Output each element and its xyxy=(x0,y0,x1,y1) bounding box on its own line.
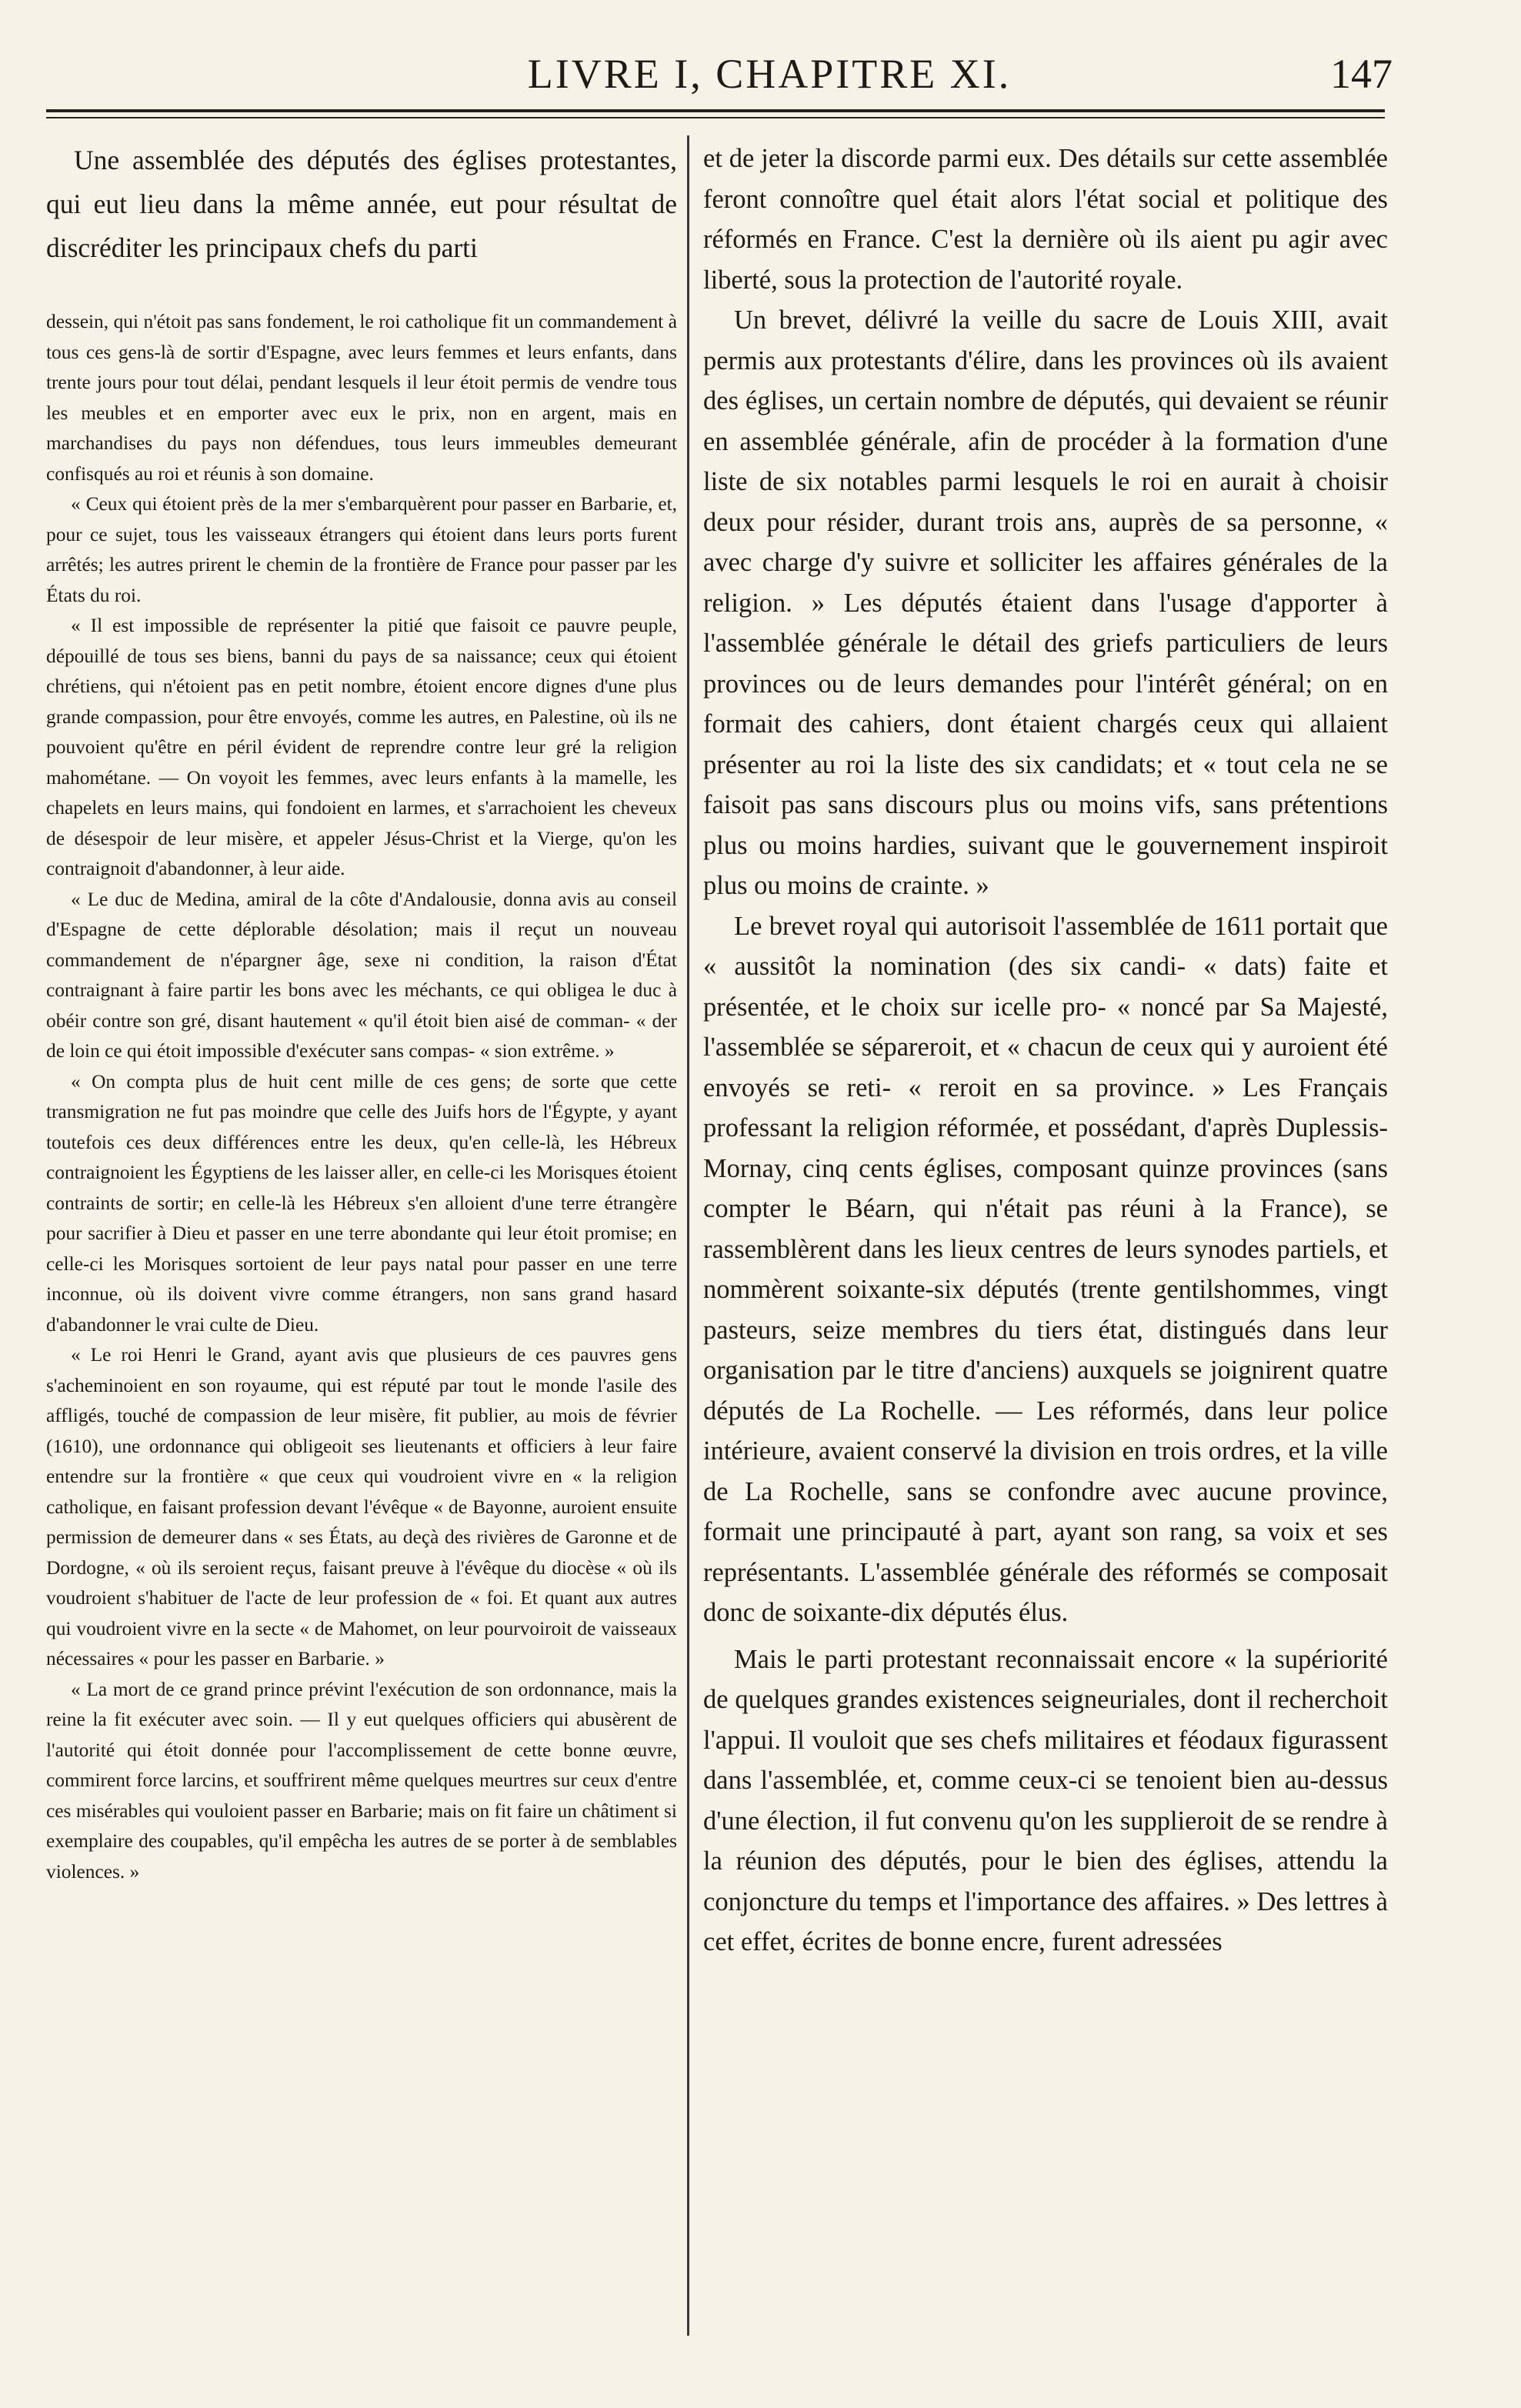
quote-paragraph: « Le duc de Medina, amiral de la côte d'Andalousie, donna avis au conseil d'Espagne de cette déplorable désolation; mais il reçut un nouveau commandement de n'épargner âge, sexe ni condition, la raison d'État contraignant à faire partir les bons avec les méchants, ce qui obligea le duc à obéir contre son gré, disant hautement « qu'il étoit bien aisé de comman- « der de loin ce qui étoit impossible d'exécuter sans compas- « sion extrême. » xyxy=(46,888,677,1062)
page-number: 147 xyxy=(1330,51,1393,97)
quote-paragraph: dessein, qui n'étoit pas sans fondement, le roi catholique fit un commandement à tous ces gens-là de sortir d'Espagne, avec leurs femmes et leurs enfants, dans trente jours pour tout délai, pendant lesquels il leur étoit permis de vendre tous les meubles et en emporter avec eux le prix, non en argent, mais en marchandises du pays non défendues, tous leurs immeubles demeurant confisqués au roi et réunis à son domaine. xyxy=(46,311,677,485)
intro-paragraph: Une assemblée des députés des églises protestantes, qui eut lieu dans la même année, eut pour résultat de discréditer les principaux chefs du parti xyxy=(46,145,677,263)
quote-paragraph: « La mort de ce grand prince prévint l'exécution de son ordonnance, mais la reine la fit exécuter avec soin. — Il y eut quelques officiers qui abusèrent de l'autorité qui étoit donnée pour l'accomplissement de cette bonne œuvre, commirent force larcins, et souffrirent même quelques meurtres sur ceux d'entre ces misérables qui vouloient passer en Barbarie; mais on fit faire un châtiment si exemplaire des coupables, qu'il empêcha les autres de se porter à de semblables violences. » xyxy=(46,1678,677,1883)
quote-paragraph: « Il est impossible de représenter la pitié que faisoit ce pauvre peuple, dépouillé de tous ses biens, banni du pays de sa naissance; ceux qui étoient chrétiens, qui n'étoient pas en petit nombre, étoient encore dignes d'une plus grande compassion, pour être envoyés, comme les autres, en Palestine, où ils ne pouvoient qu'être en péril évident de reprendre contre leur gré la religion mahométane. — On voyoit les femmes, avec leurs enfants à la mamelle, les chapelets en leurs mains, qui fondoient en larmes, et s'arrachoient les cheveux de désespoir de leur misère, et appeler Jésus-Christ et la Vierge, qu'on les contraignoit d'abandonner, à leur aide. xyxy=(46,615,677,879)
column-divider xyxy=(687,135,689,2336)
quote-paragraph: « Ceux qui étoient près de la mer s'embarquèrent pour passer en Barbarie, et, pour ce sujet, tous les vaisseaux étrangers qui étoient dans leurs ports furent arrêtés; les autres prirent le chemin de la frontière de France pour passer par les États du roi. xyxy=(46,493,677,606)
quote-paragraph: « On compta plus de huit cent mille de ces gens; de sorte que cette transmigration ne fut pas moindre que celle des Juifs hors de l'Égypte, y ayant toutefois ces deux différences entre les deux, qu'en celle-là, les Hébreux contraignoient les Égyptiens de les laisser aller, en celle-ci les Morisques étoient contraints de sortir; en celle-là les Hébreux s'en alloient d'une terre étrangère pour sacrifier à Dieu et passer en une terre abondante qui leur étoit promise; en celle-ci les Morisques sortoient de leur pays natal pour passer en une terre inconnue, où ils doivent vivre comme étrangers, non sans grand hasard d'abandonner le vrai culte de Dieu. xyxy=(46,1070,677,1336)
running-head: LIVRE I, CHAPITRE XI. xyxy=(527,51,1012,97)
body-paragraph: Le brevet royal qui autorisoit l'assemblée de 1611 portait que « aussitôt la nomination (des six candi- « dats) faite et présentée, et le choix sur icelle pro- « noncé par Sa Majesté, l'assemblée se sépareroit, et « chacun de ceux qui y auroient été envoyés se reti- « reroit en sa province. » Les Français professant la religion réformée, et possédant, d'après Duplessis-Mornay, cinq cents églises, composant quinze provinces (sans compter le Béarn, qui n'était pas réuni à la France), se rassemblèrent dans les lieux centres de leurs synodes partiels, et nommèrent soixante-six députés (trente gentilshommes, vingt pasteurs, seize membres du tiers état, distingués dans leur organisation par le titre d'anciens) auxquels se joignirent quatre députés de La Rochelle. — Les réformés, dans leur police intérieure, avaient conservé la division en trois ordres, et la ville de La Rochelle, sans se confondre avec aucune province, formait une principauté à part, ayant son rang, sa voix et ses représentants. L'assemblée générale des réformés se composait donc de soixante-dix députés élus. xyxy=(703,911,1388,1627)
body-paragraph: Un brevet, délivré la veille du sacre de Louis XIII, avait permis aux protestants d'élire, dans les provinces où ils avaient des églises, un certain nombre de députés, qui devaient se réunir en assemblée générale, afin de procéder à la formation d'une liste de six notables parmi lesquels le roi en aurait à choisir deux pour résider, durant trois ans, auprès de sa personne, « avec charge d'y suivre et solliciter les affaires générales de la religion. » Les députés étaient dans l'usage d'apporter à l'assemblée générale le détail des griefs particuliers de leurs provinces ou de leurs demandes pour l'intérêt général; on en formait des cahiers, dont étaient chargés ceux qui allaient présenter au roi la liste des six candidats; et « tout cela ne se faisoit pas sans discours plus ou moins vifs, sans prétentions plus ou moins hardies, suivant que le gouvernement inspiroit plus ou moins de crainte. » xyxy=(703,305,1388,900)
right-column xyxy=(703,138,1388,2354)
body-paragraph: et de jeter la discorde parmi eux. Des détails sur cette assemblée feront connoître quel était alors l'état social et politique des réformés en France. C'est la dernière où ils aient pu agir avec liberté, sous la protection de l'autorité royale. xyxy=(703,144,1388,295)
body-paragraph: Mais le parti protestant reconnaissait encore « la supériorité de quelques grandes existences seigneuriales, dont il recherchoit l'appui. Il vouloit que ses chefs militaires et féodaux figurassent dans l'assemblée, et, comme ceux-ci se tenoient bien au-dessus d'une élection, il fut convenu qu'on les supplieroit de se rendre à la réunion des députés, pour le bien des églises, attendu la conjoncture du temps et l'importance des affaires. » Des lettres à cet effet, écrites de bonne encre, furent adressées xyxy=(703,1644,1388,1956)
quote-paragraph: « Le roi Henri le Grand, ayant avis que plusieurs de ces pauvres gens s'acheminoient en son royaume, qui est réputé par tout le monde l'asile des affligés, touché de compassion de leur misère, fit publier, au mois de février (1610), une ordonnance qui obligeoit ses lieutenants et officiers à leur faire entendre sur la frontière « que ceux qui voudroient vivre en « la religion catholique, en faisant profession devant l'évêque « de Bayonne, auroient ensuite permission de demeurer dans « ses États, au deçà des rivières de Garonne et de Dordogne, « où ils seroient reçus, faisant preuve à l'évêque du diocèse « où ils voudroient s'habituer de l'acte de leur profession de « foi. Et quant aux autres qui voudroient vivre en la secte « de Mahomet, on leur pourvoiroit de vaisseaux nécessaires « pour les passer en Barbarie. » xyxy=(46,1344,677,1669)
left-column xyxy=(46,138,677,2354)
paragraph-spacer xyxy=(703,1633,1388,1639)
header-rule xyxy=(46,109,1385,118)
page-header xyxy=(46,43,1393,105)
